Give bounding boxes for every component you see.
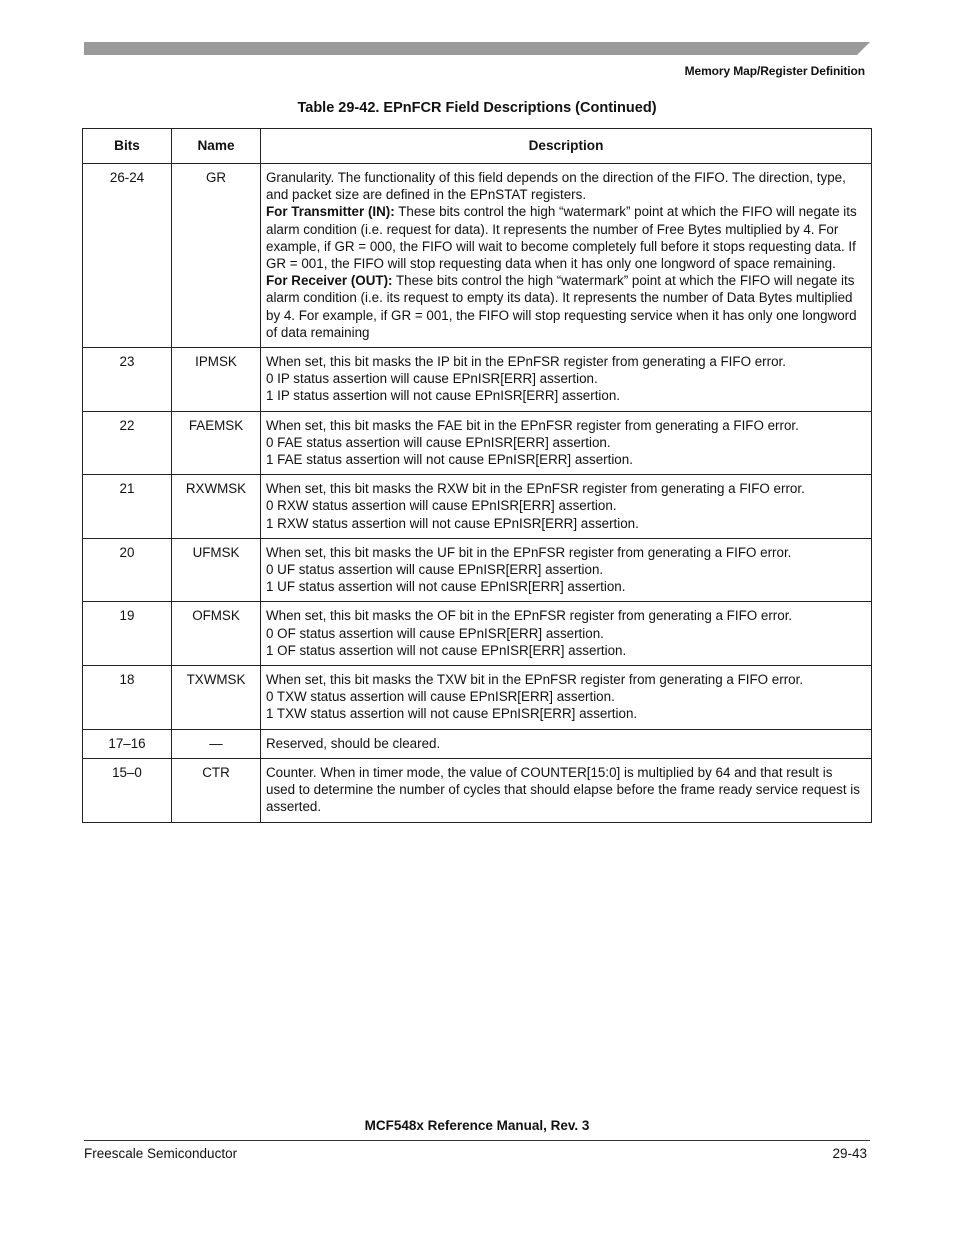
cell-name: CTR bbox=[172, 758, 261, 822]
mask-description: When set, this bit masks the IP bit in the EPnFSR register from generating a FIFO error. bbox=[266, 354, 786, 370]
cell-bits: 26-24 bbox=[83, 164, 172, 348]
cell-bits: 18 bbox=[83, 666, 172, 730]
cell-description bbox=[261, 411, 872, 475]
footer-page-number: 29-43 bbox=[832, 1146, 867, 1161]
cell-description bbox=[261, 602, 872, 666]
cell-description bbox=[261, 164, 872, 348]
option-0: 0 IP status assertion will cause EPnISR[ERR] assertion. bbox=[266, 371, 598, 387]
cell-bits: 19 bbox=[83, 602, 172, 666]
header-bar-shape bbox=[84, 42, 870, 55]
table-row bbox=[83, 666, 872, 730]
cell-bits: 23 bbox=[83, 348, 172, 412]
field-descriptions-table bbox=[82, 128, 872, 823]
table-row bbox=[83, 348, 872, 412]
mask-description: When set, this bit masks the RXW bit in the EPnFSR register from generating a FIFO error. bbox=[266, 481, 805, 497]
option-1: 1 TXW status assertion will not cause EPnISR[ERR] assertion. bbox=[266, 706, 638, 722]
mask-description: When set, this bit masks the TXW bit in the EPnFSR register from generating a FIFO error. bbox=[266, 672, 804, 688]
option-1: 1 RXW status assertion will not cause EPnISR[ERR] assertion. bbox=[266, 515, 639, 531]
cell-bits: 21 bbox=[83, 475, 172, 539]
gr-transmitter-text: These bits control the high “watermark” point at which the FIFO will negate its alarm condition (i.e. request for data). It represents the number of Free Bytes multiplied by 4. For example, if GR = 000, the FIFO will wait to become completely full before it stops requesting data. If GR = 001, the FIFO will stop requesting data when it has only one longword of space remaining. bbox=[266, 204, 857, 272]
column-header-name: Name bbox=[172, 129, 261, 164]
cell-description bbox=[261, 348, 872, 412]
cell-bits: 15–0 bbox=[83, 758, 172, 822]
table-row bbox=[83, 758, 872, 822]
mask-description: When set, this bit masks the OF bit in the EPnFSR register from generating a FIFO error. bbox=[266, 608, 793, 624]
option-1: 1 UF status assertion will not cause EPnISR[ERR] assertion. bbox=[266, 579, 626, 595]
header-bar bbox=[84, 42, 870, 55]
column-header-bits: Bits bbox=[83, 129, 172, 164]
option-1: 1 OF status assertion will not cause EPnISR[ERR] assertion. bbox=[266, 642, 627, 658]
table-row bbox=[83, 164, 872, 348]
option-0: 0 TXW status assertion will cause EPnISR[ERR] assertion. bbox=[266, 689, 615, 705]
cell-bits: 22 bbox=[83, 411, 172, 475]
cell-description bbox=[261, 538, 872, 602]
gr-receiver-label: For Receiver (OUT): bbox=[266, 273, 393, 289]
cell-name: — bbox=[172, 729, 261, 758]
footer-manual-title: MCF548x Reference Manual, Rev. 3 bbox=[364, 1118, 590, 1133]
table-header-row bbox=[83, 129, 872, 164]
option-1: 1 FAE status assertion will not cause EPnISR[ERR] assertion. bbox=[266, 452, 633, 468]
section-title: Memory Map/Register Definition bbox=[684, 64, 865, 78]
footer-divider bbox=[84, 1140, 870, 1141]
table-row bbox=[83, 729, 872, 758]
cell-description: Counter. When in timer mode, the value of COUNTER[15:0] is multiplied by 64 and that result is used to determine the number of cycles that should elapse before the frame ready service request is asserted. bbox=[261, 758, 872, 822]
table-title: Table 29-42. EPnFCR Field Descriptions (Continued) bbox=[297, 100, 657, 116]
cell-name: UFMSK bbox=[172, 538, 261, 602]
cell-description: Reserved, should be cleared. bbox=[261, 729, 872, 758]
gr-intro: Granularity. The functionality of this field depends on the direction of the FIFO. The direction, type, and packet size are defined in the EPnSTAT registers. bbox=[266, 170, 846, 203]
table-row bbox=[83, 411, 872, 475]
table-row bbox=[83, 538, 872, 602]
cell-name: IPMSK bbox=[172, 348, 261, 412]
cell-name: TXWMSK bbox=[172, 666, 261, 730]
option-1: 1 IP status assertion will not cause EPnISR[ERR] assertion. bbox=[266, 388, 621, 404]
gr-receiver bbox=[266, 272, 865, 341]
option-0: 0 FAE status assertion will cause EPnISR[ERR] assertion. bbox=[266, 434, 611, 450]
cell-description bbox=[261, 475, 872, 539]
mask-description: When set, this bit masks the FAE bit in the EPnFSR register from generating a FIFO error. bbox=[266, 417, 799, 433]
table-row bbox=[83, 475, 872, 539]
cell-name: RXWMSK bbox=[172, 475, 261, 539]
column-header-description: Description bbox=[261, 129, 872, 164]
option-0: 0 OF status assertion will cause EPnISR[ERR] assertion. bbox=[266, 625, 604, 641]
cell-name: OFMSK bbox=[172, 602, 261, 666]
gr-transmitter bbox=[266, 203, 865, 272]
option-0: 0 UF status assertion will cause EPnISR[ERR] assertion. bbox=[266, 562, 604, 578]
mask-description: When set, this bit masks the UF bit in the EPnFSR register from generating a FIFO error. bbox=[266, 544, 792, 560]
cell-bits: 17–16 bbox=[83, 729, 172, 758]
cell-name: GR bbox=[172, 164, 261, 348]
cell-name: FAEMSK bbox=[172, 411, 261, 475]
cell-bits: 20 bbox=[83, 538, 172, 602]
footer-company: Freescale Semiconductor bbox=[84, 1146, 238, 1161]
table-row bbox=[83, 602, 872, 666]
gr-transmitter-label: For Transmitter (IN): bbox=[266, 204, 395, 220]
gr-receiver-text: These bits control the high “watermark” point at which the FIFO will negate its alarm condition (i.e. its request to empty its data). It represents the number of Data Bytes multiplied by 4. For example, if GR = 001, the FIFO will stop requesting service when it has only one longword of data remaining bbox=[266, 273, 857, 340]
option-0: 0 RXW status assertion will cause EPnISR[ERR] assertion. bbox=[266, 498, 617, 514]
cell-description bbox=[261, 666, 872, 730]
